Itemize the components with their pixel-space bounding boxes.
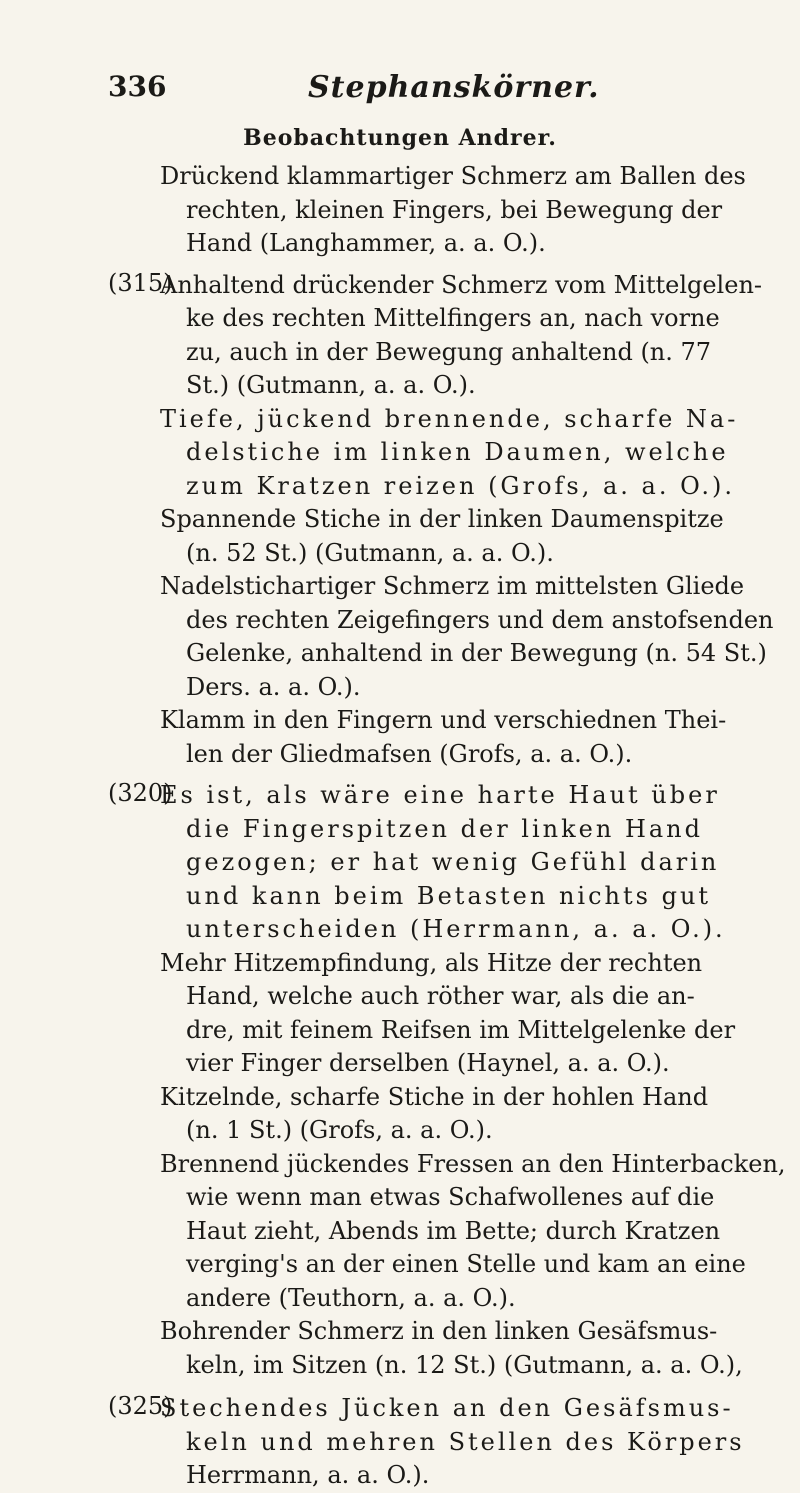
symptom-entry [0, 503, 800, 570]
text-line: andere (Teuthorn, a. a. O.). [186, 1283, 516, 1312]
text-line: St.) (Gutmann, a. a. O.). [186, 371, 476, 399]
symptom-entry [0, 160, 800, 261]
symptom-entry [0, 704, 800, 771]
section-heading: Beobachtungen Andrer. [243, 125, 557, 151]
text-line: keln, im Sitzen (n. 12 St.) (Gutmann, a. a. O.), [186, 1350, 743, 1379]
text-line: Klamm in den Fingern und verschiednen Thei- [160, 706, 727, 734]
symptom-entry [0, 1315, 800, 1382]
symptom-entry [0, 403, 800, 504]
text-line: gezogen; er hat wenig Gefühl darin [186, 848, 720, 876]
text-line: Hand (Langhammer, a. a. O.). [186, 229, 546, 257]
text-line: len der Gliedmafsen (Grofs, a. a. O.). [186, 739, 633, 768]
text-line: Mehr Hitzempfindung, als Hitze der rechten [160, 948, 703, 977]
text-line: Spannende Stiche in der linken Daumenspitze [160, 505, 724, 533]
symptom-entry [0, 779, 800, 947]
text-line: vier Finger derselben (Haynel, a. a. O.). [186, 1049, 670, 1077]
text-line: Gelenke, anhaltend in der Bewegung (n. 54 St.) [186, 639, 767, 667]
text-line: rechten, kleinen Fingers, bei Bewegung der [186, 195, 723, 224]
text-line: (n. 1 St.) (Grofs, a. a. O.). [186, 1116, 493, 1144]
page-header [108, 70, 748, 110]
text-line: Haut zieht, Abends im Bette; durch Kratzen [186, 1216, 721, 1245]
text-line: Tiefe, jückend brennende, scharfe Na- [160, 404, 739, 433]
text-line: Anhaltend drückender Schmerz vom Mittelgelen- [160, 270, 763, 299]
text-line: Hand, welche auch röther war, als die an- [186, 982, 695, 1010]
running-title: Stephanskörner. [308, 70, 600, 105]
text-line: Herrmann, a. a. O.). [186, 1461, 430, 1489]
text-line: dre, mit feinem Reifsen im Mittelgelenke der [186, 1015, 736, 1044]
text-line: keln und mehren Stellen des Körpers [186, 1427, 745, 1456]
entry-number: (325) [108, 1392, 173, 1420]
symptom-entry [0, 1081, 800, 1148]
symptom-list [0, 160, 800, 1493]
page-number: 336 [108, 70, 167, 103]
entry-number: (315) [108, 268, 173, 297]
text-line: Es ist, als wäre eine harte Haut über [160, 781, 720, 809]
text-line: die Fingerspitzen der linken Hand [186, 814, 703, 843]
text-line: delstiche im linken Daumen, welche [186, 438, 729, 466]
text-line: zu, auch in der Bewegung anhaltend (n. 77 [186, 337, 712, 366]
symptom-entry [0, 947, 800, 1081]
text-line: des rechten Zeigefingers und dem anstofsenden [186, 605, 774, 634]
symptom-entry [0, 269, 800, 403]
text-line: und kann beim Betasten nichts gut [186, 881, 712, 910]
entry-number: (320) [108, 779, 173, 807]
text-line: Nadelstichartiger Schmerz im mittelsten Gliede [160, 572, 745, 600]
text-line: Stechendes Jücken an den Gesäfsmus- [160, 1394, 734, 1422]
text-line: Brennend jückendes Fressen an den Hinterbacken, [160, 1149, 786, 1178]
text-line: (n. 52 St.) (Gutmann, a. a. O.). [186, 538, 554, 567]
text-line: zum Kratzen reizen (Grofs, a. a. O.). [186, 471, 735, 500]
text-line: verging's an der einen Stelle und kam an eine [186, 1250, 746, 1278]
text-line: Ders. a. a. O.). [186, 672, 361, 701]
text-line: Drückend klammartiger Schmerz am Ballen des [160, 162, 746, 190]
text-line: ke des rechten Mittelfingers an, nach vorne [186, 304, 720, 332]
symptom-entry [0, 1148, 800, 1316]
text-line: unterscheiden (Herrmann, a. a. O.). [186, 915, 726, 943]
text-line: Bohrender Schmerz in den linken Gesäfsmus- [160, 1317, 718, 1345]
symptom-entry [0, 1392, 800, 1493]
text-line: Kitzelnde, scharfe Stiche in der hohlen Hand [160, 1082, 709, 1111]
symptom-entry [0, 570, 800, 704]
text-line: wie wenn man etwas Schafwollenes auf die [186, 1183, 715, 1211]
